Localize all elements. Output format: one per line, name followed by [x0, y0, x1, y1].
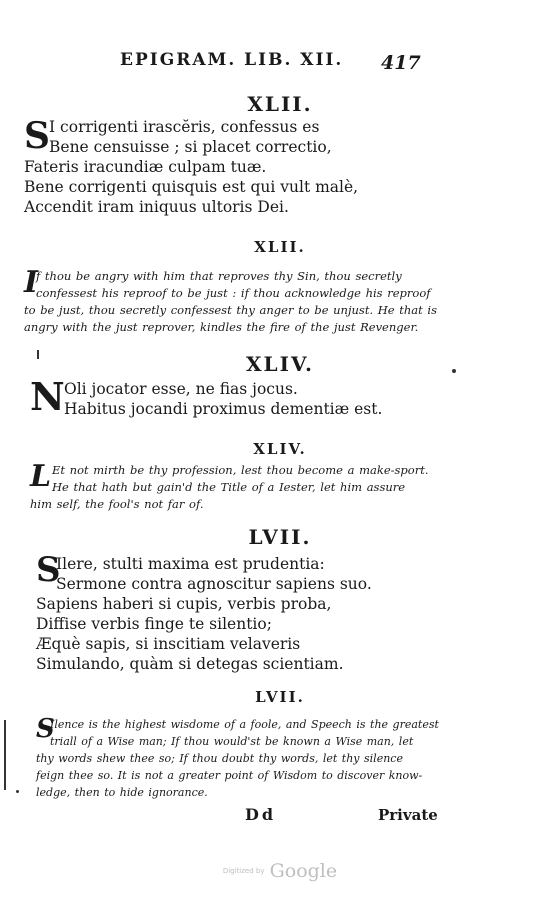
verse-line: Sermone contra agnoscitur sapiens suo. — [56, 575, 372, 593]
verse-line: Oli jocator esse, ne fias jocus. — [64, 380, 298, 398]
verse-line: angry with the just reprover, kindles the fire of the just Revenger. — [24, 320, 419, 334]
watermark-brand: Google — [269, 860, 338, 882]
verse-line: confessest his reproof to be just : if thou acknowledge his reproof — [36, 286, 431, 300]
verse-line: feign thee so. It is not a greater point of Wisdom to discover know- — [36, 769, 423, 782]
drop-cap: S — [36, 714, 55, 744]
epigram-heading: XLII. — [254, 238, 306, 256]
epigram-heading: XLIV. — [246, 352, 314, 376]
verse-line: ledge, then to hide ignorance. — [36, 786, 208, 799]
epigram-heading: XLII. — [247, 92, 313, 116]
verse-line: Accendit iram iniquus ultoris Dei. — [24, 198, 289, 216]
drop-cap: N — [30, 374, 65, 419]
verse-line: Habitus jocandi proximus dementiæ est. — [64, 400, 383, 418]
running-title: EPIGRAM. LIB. XII. — [120, 50, 344, 70]
verse-line: Bene censuisse ; si placet correctio, — [49, 138, 332, 156]
digitization-watermark — [0, 860, 560, 882]
catchword: Private — [378, 806, 438, 824]
verse-line: He that hath but gain'd the Title of a Iester, let him assure — [52, 480, 406, 494]
signature-mark: Dd — [245, 805, 277, 824]
verse-line: Et not mirth be thy profession, lest thou become a make-sport. — [52, 463, 429, 477]
watermark-prefix: Digitized by — [222, 867, 265, 875]
epigram-heading: XLIV. — [253, 440, 307, 458]
verse-line: Æquè sapis, si inscitiam velaveris — [36, 635, 301, 653]
drop-cap: S — [24, 115, 50, 157]
verse-line: triall of a Wise man; If thou would'st be known a Wise man, let — [50, 735, 414, 748]
drop-cap: I — [24, 265, 39, 300]
drop-cap: L — [30, 459, 52, 494]
scan-edge-line — [4, 720, 6, 790]
verse-line: Simulando, quàm si detegas scientiam. — [36, 655, 344, 673]
scan-speck — [452, 369, 456, 373]
verse-line: f thou be angry with him that reproves thy Sin, thou secretly — [36, 269, 402, 283]
verse-line: Diffise verbis finge te silentio; — [36, 615, 272, 633]
page-number: 417 — [381, 52, 421, 74]
verse-line: thy words shew thee so; If thou doubt thy words, let thy silence — [36, 752, 403, 765]
scan-speck — [16, 790, 19, 793]
verse-line: Ilere, stulti maxima est prudentia: — [56, 555, 325, 573]
scan-speck — [37, 350, 39, 359]
verse-line: him self, the fool's not far of. — [30, 497, 204, 511]
drop-cap: S — [36, 550, 61, 590]
verse-line: Bene corrigenti quisquis est qui vult malè, — [24, 178, 359, 196]
verse-line: to be just, thou secretly confessest thy anger to be unjust. He that is — [24, 303, 438, 317]
epigram-heading: LVII. — [255, 688, 305, 706]
verse-line: Sapiens haberi si cupis, verbis proba, — [36, 595, 332, 613]
verse-line: Fateris iracundiæ culpam tuæ. — [24, 158, 267, 176]
verse-line: Ilence is the highest wisdome of a foole, and Speech is the greatest — [50, 718, 439, 731]
verse-line: I corrigenti irascĕris, confessus es — [49, 118, 320, 136]
epigram-heading: LVII. — [248, 525, 312, 549]
